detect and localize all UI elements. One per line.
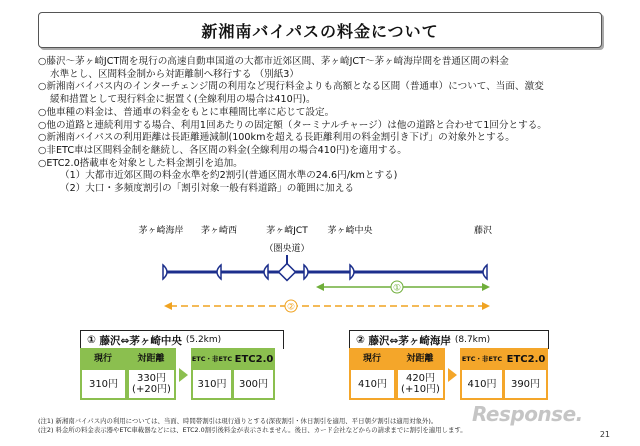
fare2-etc2-head: ETC2.0 bbox=[506, 353, 546, 365]
station-marker-jct-left bbox=[264, 265, 268, 279]
fare2-current-value: 410円 bbox=[351, 370, 394, 398]
fare1-distance-diff: (+20円) bbox=[132, 384, 171, 395]
bullet-line: ○他車種の料金は、普通車の料金をもとに車種間比率に応じて設定。 bbox=[38, 106, 335, 118]
route2-arrow-head-right bbox=[482, 302, 490, 310]
route1-arrow-head-right bbox=[482, 283, 490, 291]
route2-arrow-head-left bbox=[164, 302, 172, 310]
station-label-jct-note: （圏央道） bbox=[264, 244, 310, 254]
fare1-etc2-head: ETC2.0 bbox=[234, 353, 274, 365]
fare2-after-panel bbox=[460, 348, 548, 400]
route1-label: ① bbox=[392, 283, 402, 294]
fare1-etc-value: 310円 bbox=[193, 370, 231, 398]
fare2-etc-head: ETC・非ETC bbox=[461, 354, 503, 363]
station-label-chigasaki-chuo: 茅ヶ崎中央 bbox=[327, 226, 373, 236]
station-label-chigasaki-kaigan: 茅ヶ崎海岸 bbox=[138, 226, 184, 236]
fare2-title-bar bbox=[349, 330, 549, 349]
fare2-arrow-icon bbox=[448, 368, 457, 382]
fare2-distance: (8.7km) bbox=[454, 335, 491, 345]
fare1-distance: (5.2km) bbox=[185, 335, 222, 345]
fare2-current-head: 現行 bbox=[362, 353, 381, 364]
fare1-distance-value: 330円 bbox=[136, 373, 167, 384]
fare1-distance-head: 対距離 bbox=[137, 353, 165, 364]
bullet-line: ○新湘南バイパス内のインターチェンジ間の利用など現行料金よりも高額となる区間（普通車）について、当面、激変 bbox=[38, 81, 544, 93]
fare2-number: ② bbox=[356, 334, 365, 346]
station-marker-chigasaki-kaigan bbox=[163, 265, 167, 279]
route1-arrow-head-left bbox=[316, 283, 324, 291]
station-marker-chigasaki-nishi bbox=[217, 265, 221, 279]
fare2-distance-head: 対距離 bbox=[406, 353, 434, 364]
fare1-title: 藤沢⇔茅ヶ崎中央 bbox=[99, 334, 182, 347]
fare2-distance-value: 420円 bbox=[405, 373, 436, 384]
station-label-chigasaki-nishi: 茅ヶ崎西 bbox=[200, 226, 238, 236]
watermark-logo: Response. bbox=[472, 402, 583, 426]
page-title: 新湘南バイパスの料金について bbox=[38, 12, 602, 48]
route2-label: ② bbox=[286, 302, 296, 313]
bullet-line: ○他の道路と連続利用する場合、利用1回あたりの固定額（ターミナルチャージ）は他の道路と合わせて1回分とする。 bbox=[38, 119, 547, 131]
bullet-line: ○ETC2.0搭載車を対象とした料金割引を追加。 bbox=[38, 157, 243, 169]
station-marker-jct-right bbox=[304, 265, 308, 279]
footnote-1: (注1) 新湘南バイパス内の利用については、当面、時間帯割引は現行通りとする(深夜割引・休日割引を適用、平日朝夕割引は適用対象外)。 bbox=[38, 417, 438, 425]
bullet-list bbox=[38, 56, 604, 196]
fare2-etc-value: 410円 bbox=[462, 370, 502, 398]
fare2-title: 藤沢⇔茅ヶ崎海岸 bbox=[368, 334, 451, 347]
bullet-line: ○非ETC車は区間料金制を継続し、各区間の料金(全線利用の場合410円)を適用する。 bbox=[38, 144, 407, 156]
bullet-line: ○新湘南バイパスの利用距離は長距離逓減制(100kmを超える長距離利用の料金割引き下げ」の対象外とする。 bbox=[38, 132, 515, 144]
fare1-current-value: 310円 bbox=[82, 370, 125, 398]
bullet-line: （1）大都市近郊区間の料金水準を約2割引(普通区間水準の24.6円/kmとする) bbox=[60, 170, 398, 182]
page-number: 21 bbox=[599, 430, 610, 439]
fare2-distance-cell bbox=[398, 370, 443, 398]
fare1-current-head: 現行 bbox=[93, 353, 112, 364]
fare2-before-panel bbox=[349, 348, 445, 400]
fare2-distance-diff: (+10円) bbox=[401, 384, 440, 395]
fare1-distance-cell bbox=[129, 370, 174, 398]
station-label-fujisawa: 藤沢 bbox=[473, 226, 493, 236]
fare1-before-panel bbox=[80, 348, 176, 400]
station-label-chigasaki-jct: 茅ヶ崎JCT bbox=[266, 226, 308, 236]
fare1-number: ① bbox=[87, 334, 96, 346]
station-marker-chigasaki-chuo bbox=[350, 265, 354, 279]
fare1-etc-head: ETC・非ETC bbox=[191, 354, 233, 363]
bullet-line: （2）大口・多頻度割引の「割引対象一般有料道路」の範囲に加える bbox=[60, 183, 354, 195]
station-marker-jct bbox=[279, 264, 296, 281]
footnote-2: (注2) 料金所の料金表示器やETC車載器などには、ETC2.0割引後料金が表示されません。後日、カード会社などからの請求までに割引を適用します。 bbox=[38, 426, 467, 434]
station-marker-fujisawa bbox=[483, 265, 487, 279]
fare1-after-panel bbox=[191, 348, 275, 400]
footnotes bbox=[38, 417, 467, 435]
bullet-line: 水準とし、区間料金制から対距離制へ移行する （別紙3） bbox=[50, 68, 299, 80]
fare1-etc2-value: 300円 bbox=[234, 370, 273, 398]
fare1-arrow-icon bbox=[179, 368, 188, 382]
route-diagram bbox=[0, 220, 640, 325]
fare2-etc2-value: 390円 bbox=[505, 370, 546, 398]
bullet-line: 緩和措置として現行料金に据置く(全線利用の場合は410円)。 bbox=[50, 94, 316, 106]
bullet-line: ○藤沢～茅ヶ崎JCT間を現行の高速自動車国道の大都市近郊区間、茅ヶ崎JCT～茅ヶ崎海岸間を普通区間の料金 bbox=[38, 56, 509, 67]
fare1-title-bar bbox=[80, 330, 284, 349]
